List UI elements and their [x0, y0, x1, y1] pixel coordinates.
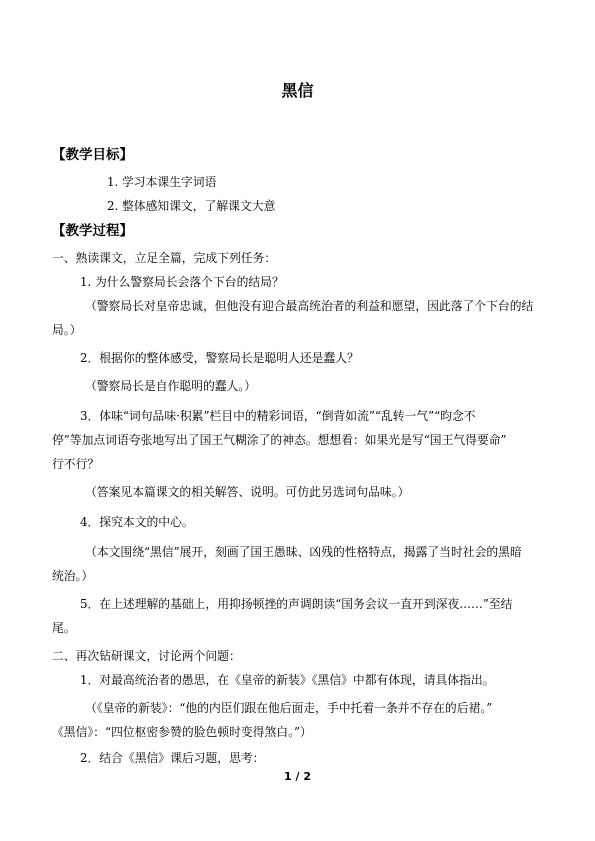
- part2-intro: 二、再次钻研课文，讨论两个问题：: [52, 649, 241, 663]
- part1-question-2: 2．根据你的整体感受，警察局长是聪明人还是蠢人？: [80, 351, 359, 365]
- part1-question-3-line2: 停”等加点词语夸张地写出了国王气糊涂了的神态。想想看：如果光是写“国王气得要命”: [52, 433, 507, 447]
- part1-answer-4-line2: 统治。）: [52, 569, 94, 583]
- goal-item-2: 2. 整体感知课文，了解课文大意: [107, 199, 276, 213]
- part1-question-4: 4．探究本文的中心。: [80, 515, 194, 529]
- section-heading-goals: 【教学目标】: [52, 147, 133, 163]
- page-title: 黑信: [281, 81, 314, 100]
- part1-question-1: 1. 为什么警察局长会落个下台的结局？: [80, 275, 284, 289]
- part2-question-1: 1．对最高统治者的愚思，在《皇帝的新装》《黑信》中都有体现，请具体指出。: [80, 673, 495, 687]
- part1-answer-4-line1: （本文围绕“黑信”展开，刻画了国王愚昧、凶残的性格特点，揭露了当时社会的黑暗: [85, 545, 522, 559]
- page-number: 1 / 2: [284, 770, 311, 783]
- part1-question-5-line1: 5．在上述理解的基础上，用抑扬顿挫的声调朗读“国务会议一直开到深夜……”至结: [80, 597, 513, 611]
- part1-question-5-line2: 尾。: [52, 621, 76, 635]
- part1-answer-2: （警察局长是自作聪明的蠢人。）: [85, 379, 257, 393]
- part2-question-2: 2．结合《黑信》课后习题，思考：: [80, 751, 265, 765]
- part1-question-3-line3: 行不行？: [52, 457, 100, 471]
- part1-question-3-line1: 3．体味“词句品味·积累”栏目中的精彩词语，“倒背如流”“乱转一气”“昀念不: [80, 409, 476, 423]
- part2-answer-1-line2: 《黑信》：“四位枢密参赞的脸色顿时变得煞白。”）: [52, 725, 312, 739]
- part1-answer-3: （答案见本篇课文的相关解答、说明。可仿此另选词句品味。）: [85, 485, 410, 499]
- goal-item-1: 1. 学习本课生字词语: [107, 175, 217, 189]
- part1-answer-1-line1: （警察局长对皇帝忠诚，但他没有迎合最高统治者的利益和愿望，因此落了个下台的结: [85, 299, 534, 313]
- part1-intro: 一、熟读课文，立足全篇，完成下列任务：: [52, 251, 277, 265]
- part1-answer-1-line2: 局。）: [52, 323, 82, 337]
- section-heading-process: 【教学过程】: [52, 223, 133, 239]
- part2-answer-1-line1: （《皇帝的新装》：“他的内臣们跟在他后面走，手中托着一条并不存在的后裙。”: [85, 701, 493, 715]
